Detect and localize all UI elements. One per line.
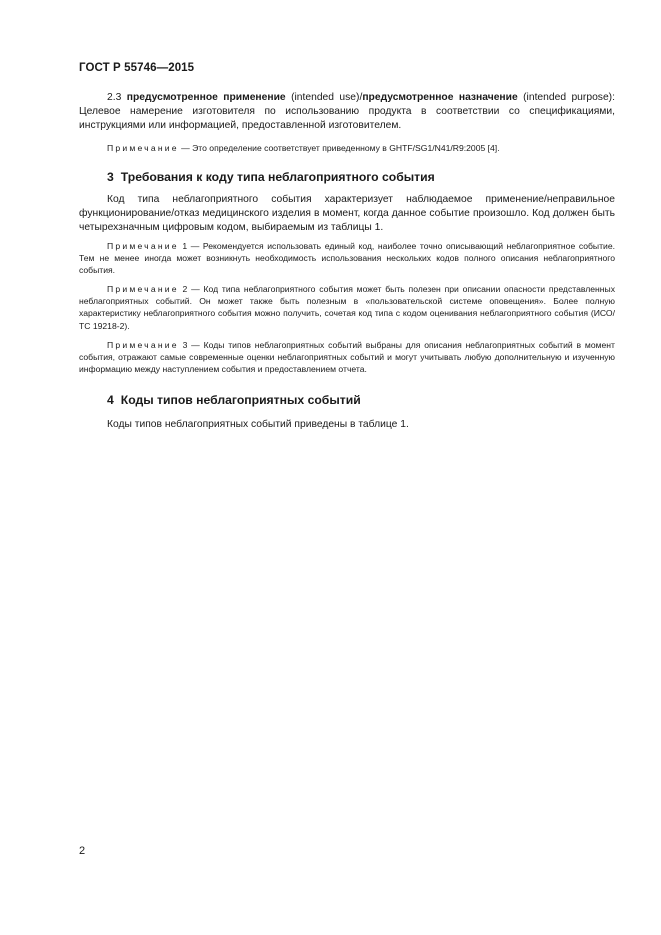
- note-label: Примечание: [107, 143, 179, 153]
- note-text: — Рекомендуется использовать единый код, наиболее точно описывающий неблагоприятное событие. Тем не менее иногда может возникнуть необходимость использования нескольких кодов полного описания неблагоприятного события.: [79, 241, 616, 276]
- note-label: Примечание: [107, 284, 179, 294]
- note-number: 3: [178, 340, 188, 350]
- section-4-heading: [79, 393, 615, 407]
- page-number: 2: [79, 845, 86, 857]
- term-en-2: (intended purpose): [523, 92, 613, 103]
- note-text: — Это определение соответствует приведенному в GHTF/SG1/N41/R9:2005 [4].: [178, 143, 500, 153]
- note-number: 2: [178, 284, 188, 294]
- note-label: Примечание: [107, 340, 179, 350]
- note-2-3: [79, 142, 615, 154]
- note-text: — Коды типов неблагоприятных событий выбраны для описания неблагоприятных событий в момент события, отражают самые современные оценки неблагоприятных событий и могут учитывать любую дополнительную и изученную информацию между наступлением события и предоставлением отчета.: [79, 340, 615, 375]
- section-title: Коды типов неблагоприятных событий: [120, 393, 361, 407]
- note-text: — Код типа неблагоприятного события может быть полезен при описании опасности представленных неблагоприятных событий. Он может также быть полезным в «пользовательской системе оповещения». Более полную характеристику неблагоприятного события можно получить, сочетая код типа с кодом оценивания неблагоприятного события (ИСО/ТС 19218-2).: [79, 284, 615, 331]
- section-4-paragraph: Коды типов неблагоприятных событий приведены в таблице 1.: [107, 419, 409, 430]
- term-definition-text: : Целевое намерение изготовителя по использованию продукта в соответствии со спецификациями, инструкциями или информацией, предоставленной изготовителем.: [79, 92, 615, 131]
- section-title: Требования к коду типа неблагоприятного события: [120, 170, 435, 184]
- section-3-note-2: [79, 283, 615, 332]
- section-3-heading: [79, 170, 615, 184]
- term-ru-2: предусмотренное назначение: [362, 92, 518, 103]
- section-number: 3: [107, 170, 114, 184]
- term-definition-2-3: [79, 91, 615, 133]
- term-en-1: (intended use): [291, 92, 360, 103]
- section-3-paragraph: Код типа неблагоприятного события характеризует наблюдаемое применение/неправильное функционирование/отказ медицинского изделия в момент, когда данное событие произошло. Код должен быть четырехзначным цифровым кодом, выбираемым из таблицы 1.: [79, 194, 615, 233]
- note-number: 1: [178, 241, 188, 251]
- section-3-note-1: [79, 240, 615, 277]
- term-slash: /: [359, 92, 363, 103]
- section-3-note-3: [79, 339, 615, 376]
- term-number: 2.3: [107, 92, 122, 103]
- note-label: Примечание: [107, 241, 179, 251]
- section-number: 4: [107, 393, 114, 407]
- term-ru-1: предусмотренное применение: [126, 92, 286, 103]
- standard-designation: ГОСТ Р 55746—2015: [79, 62, 195, 74]
